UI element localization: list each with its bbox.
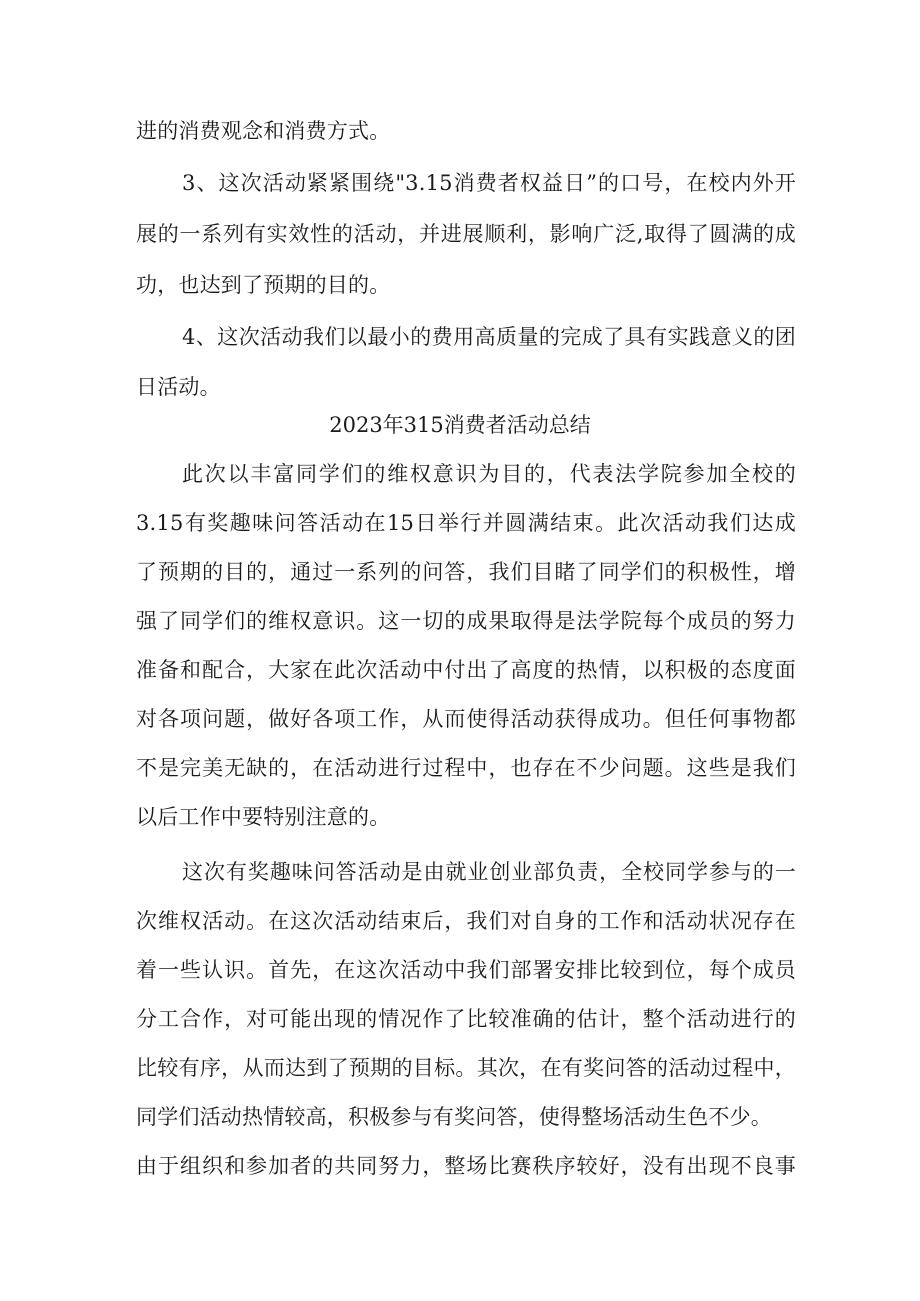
text-line: 功，也达到了预期的目的。 — [136, 273, 391, 297]
text-line: 以后工作中要特别注意的。 — [136, 805, 391, 829]
text-line: 进的消费观念和消费方式。 — [136, 119, 391, 143]
text-line: 3.15有奖趣味问答活动在15日举行并圆满结束。此次活动我们达成 — [136, 511, 796, 535]
text-line: 次维权活动。在这次活动结束后，我们对自身的工作和活动状况存在 — [136, 909, 796, 933]
text-line: 着一些认识。首先，在这次活动中我们部署安排比较到位，每个成员 — [136, 958, 796, 982]
text-line: 对各项问题，做好各项工作，从而使得活动获得成功。但任何事物都 — [136, 707, 796, 731]
section-title: 2023年315消费者活动总结 — [329, 413, 591, 437]
text-line: 准备和配合，大家在此次活动中付出了高度的热情，以积极的态度面 — [136, 658, 796, 682]
text-line: 日活动。 — [136, 375, 221, 399]
text-line: 不是完美无缺的，在活动进行过程中，也存在不少问题。这些是我们 — [136, 756, 796, 780]
text-line: 这次有奖趣味问答活动是由就业创业部负责，全校同学参与的一 — [182, 860, 796, 884]
text-line: 展的一系列有实效性的活动，并进展顺利，影响广泛,取得了圆满的成 — [136, 222, 796, 246]
text-line: 分工合作，对可能出现的情况作了比较准确的估计，整个活动进行的 — [136, 1007, 796, 1031]
text-line: 此次以丰富同学们的维权意识为目的，代表法学院参加全校的 — [182, 462, 796, 486]
text-line: 强了同学们的维权意识。这一切的成果取得是法学院每个成员的努力 — [136, 609, 796, 633]
text-line: 3、这次活动紧紧围绕"3.15消费者权益日”的口号，在校内外开 — [182, 171, 796, 195]
text-line: 了预期的目的，通过一系列的问答，我们目睹了同学们的积极性，增 — [136, 560, 796, 584]
text-line: 比较有序，从而达到了预期的目标。其次，在有奖问答的活动过程中， — [136, 1056, 796, 1080]
text-line: 由于组织和参加者的共同努力，整场比赛秩序较好，没有出现不良事 — [136, 1154, 796, 1178]
text-line: 同学们活动热情较高，积极参与有奖问答，使得整场活动生色不少。 — [136, 1105, 772, 1129]
text-line: 4、这次活动我们以最小的费用高质量的完成了具有实践意义的团 — [182, 325, 796, 349]
